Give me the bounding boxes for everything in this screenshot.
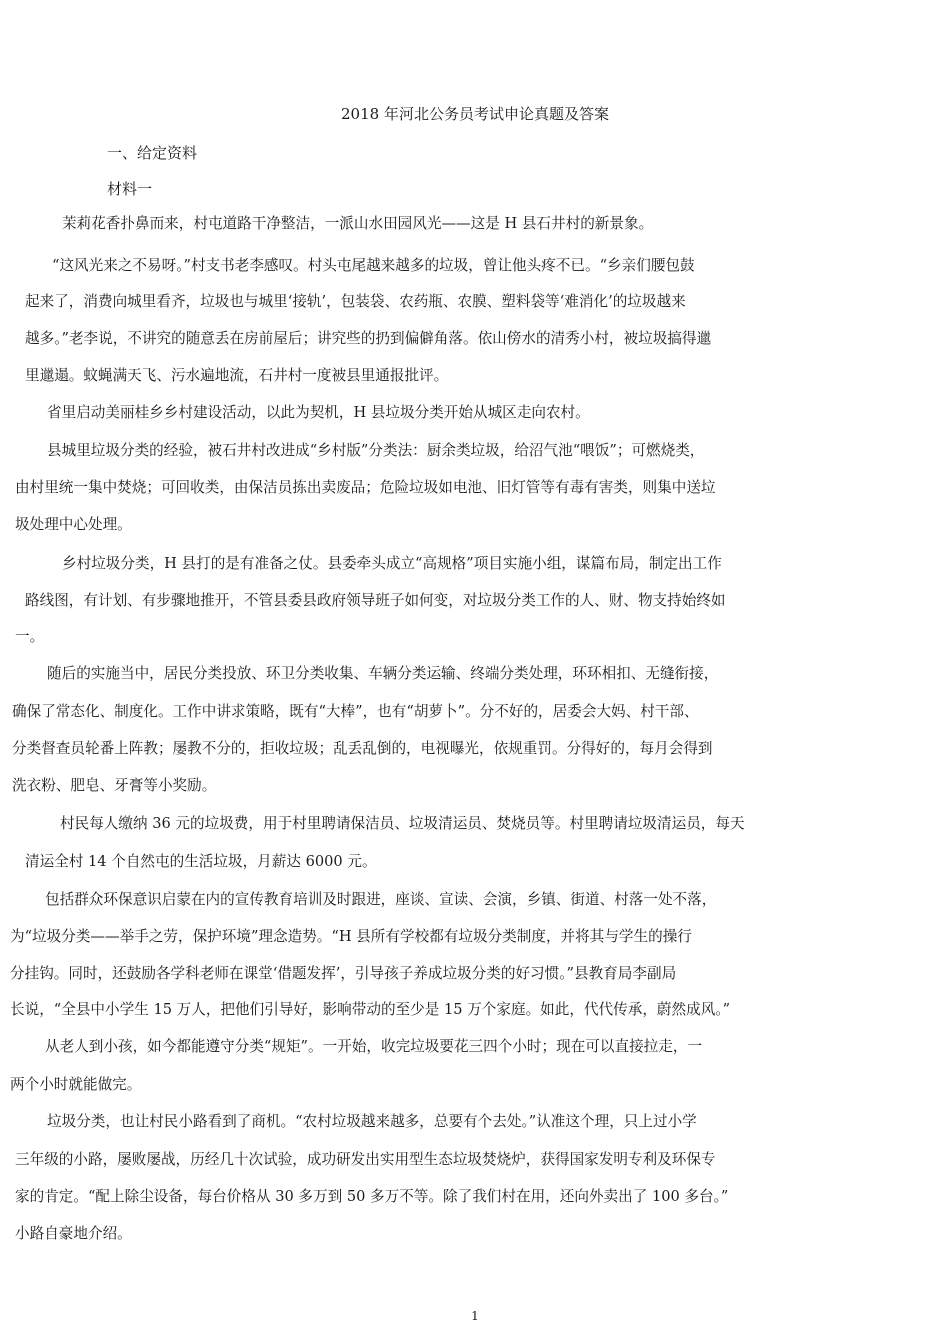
paragraph-line: 分类督查员轮番上阵教；屡教不分的，拒收垃圾；乱丢乱倒的，电视曝光，依规重罚。分得好的，每月会得到 (12, 740, 713, 757)
paragraph-line: 随后的实施当中，居民分类投放、环卫分类收集、车辆分类运输、终端分类处理，环环相扣、无缝衔接， (47, 665, 719, 682)
paragraph-line: 分挂钩。同时，还鼓励各学科老师在课堂‘借题发挥’，引导孩子养成垃圾分类的好习惯。”县教育局李副局 (10, 965, 677, 982)
paragraph-line: 越多。”老李说，不讲究的随意丢在房前屋后；讲究些的扔到偏僻角落。依山傍水的清秀小村，被垃圾搞得邋 (25, 330, 712, 347)
paragraph-line: 为“垃圾分类——举手之劳，保护环境”理念造势。“H 县所有学校都有垃圾分类制度，并将其与学生的操行 (10, 928, 692, 945)
page-number: 1 (471, 1309, 479, 1323)
paragraph-line: 清运全村 14 个自然屯的生活垃圾，月薪达 6000 元。 (25, 853, 377, 870)
paragraph-line: 路线图，有计划、有步骤地推开，不管县委县政府领导班子如何变，对垃圾分类工作的人、财、物支持始终如 (25, 592, 726, 609)
material-heading: 材料一 (107, 180, 153, 198)
section-heading: 一、给定资料 (107, 144, 198, 162)
paragraph-line: 小路自豪地介绍。 (15, 1225, 132, 1242)
paragraph-line: “这风光来之不易呀。”村支书老李感叹。村头屯尾越来越多的垃圾，曾让他头疼不已。“乡亲们腰包鼓 (52, 257, 695, 274)
paragraph-line: 省里启动美丽桂乡乡村建设活动，以此为契机，H 县垃圾分类开始从城区走向农村。 (47, 404, 590, 421)
paragraph-line: 茉莉花香扑鼻而来，村屯道路干净整洁，一派山水田园风光——这是 H 县石井村的新景象。 (62, 215, 654, 232)
paragraph-line: 圾处理中心处理。 (15, 516, 132, 533)
paragraph-line: 起来了，消费向城里看齐，垃圾也与城里‘接轨’，包装袋、农药瓶、农膜、塑料袋等‘难消化’的垃圾越来 (25, 293, 686, 310)
paragraph-line: 一。 (15, 628, 45, 645)
paragraph-line: 由村里统一集中焚烧；可回收类，由保洁员拣出卖废品；危险垃圾如电池、旧灯管等有毒有害类，则集中送垃 (15, 479, 716, 496)
document-title: 2018 年河北公务员考试申论真题及答案 (341, 105, 609, 123)
paragraph-line: 垃圾分类，也让村民小路看到了商机。“农村垃圾越来越多，总要有个去处。”认准这个理，只上过小学 (47, 1113, 697, 1130)
paragraph-line: 两个小时就能做完。 (10, 1076, 142, 1093)
paragraph-line: 三年级的小路，屡败屡战，历经几十次试验，成功研发出实用型生态垃圾焚烧炉，获得国家发明专利及环保专 (15, 1151, 716, 1168)
paragraph-line: 县城里垃圾分类的经验，被石井村改进成“乡村版”分类法：厨余类垃圾，给沼气池“喂饭”；可燃烧类， (47, 442, 705, 459)
paragraph-line: 确保了常态化、制度化。工作中讲求策略，既有“大棒”，也有“胡萝卜”。分不好的，居委会大妈、村干部、 (12, 703, 699, 720)
paragraph-line: 乡村垃圾分类，H 县打的是有准备之仗。县委牵头成立“高规格”项目实施小组，谋篇布局，制定出工作 (62, 555, 722, 572)
paragraph-line: 里邋遢。蚊蝇满天飞、污水遍地流，石井村一度被县里通报批评。 (25, 367, 449, 384)
paragraph-line: 家的肯定。“配上除尘设备，每台价格从 30 多万到 50 多万不等。除了我们村在用，还向外卖出了 100 多台。” (15, 1188, 729, 1205)
paragraph-line: 从老人到小孩，如今都能遵守分类“规矩”。一开始，收完垃圾要花三四个小时；现在可以直接拉走，一 (45, 1038, 703, 1055)
paragraph-line: 洗衣粉、肥皂、牙膏等小奖励。 (12, 777, 217, 794)
paragraph-line: 长说，“全县中小学生 15 万人，把他们引导好，影响带动的至少是 15 万个家庭。如此，代代传承，蔚然成风。” (10, 1001, 731, 1018)
paragraph-line: 村民每人缴纳 36 元的垃圾费，用于村里聘请保洁员、垃圾清运员、焚烧员等。村里聘请垃圾清运员，每天 (60, 815, 745, 832)
paragraph-line: 包括群众环保意识启蒙在内的宣传教育培训及时跟进，座谈、宣读、会演，乡镇、街道、村落一处不落， (45, 891, 717, 908)
